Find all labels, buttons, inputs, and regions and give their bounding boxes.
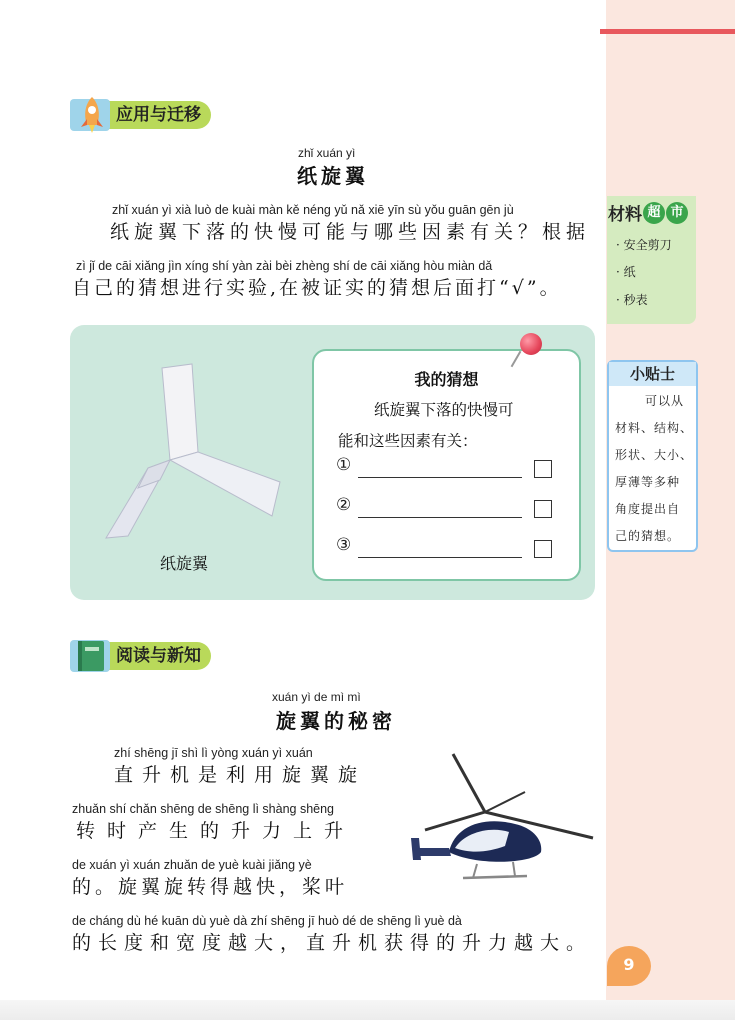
page-number: 9 [623, 955, 635, 974]
top-red-bar [600, 29, 735, 34]
item-number: ② [336, 495, 352, 515]
pinyin-line: zhí shēng jī shì lì yòng xuán yì xuán [114, 746, 313, 760]
tips-line: 己的猜想。 [615, 529, 681, 543]
photo-caption: 纸旋翼 [160, 554, 209, 573]
item-number: ③ [336, 535, 352, 555]
material-item: · 秒表 [616, 293, 648, 307]
tips-line: 可以从 [645, 394, 685, 408]
title-pinyin: xuán yì de mì mì [272, 690, 361, 704]
check-box[interactable] [534, 500, 552, 518]
rocket-icon [70, 95, 114, 135]
section-label: 阅读与新知 [108, 642, 211, 670]
guess-row-3 [336, 535, 566, 561]
check-box[interactable] [534, 540, 552, 558]
paper-rotor-image [100, 360, 290, 545]
pinyin-line: zhuǎn shí chǎn shēng de shēng lì shàng shēng [72, 802, 335, 816]
answer-blank[interactable] [358, 557, 522, 558]
pinyin-line: zì jǐ de cāi xiǎng jìn xíng shí yàn zài bèi zhèng shí de cāi xiǎng hòu miàn dǎ [76, 259, 493, 273]
guess-row-2 [336, 495, 566, 521]
page-number-badge [607, 946, 651, 986]
tips-title: 小贴士 [609, 362, 696, 386]
tips-line: 角度提出自 [615, 502, 681, 516]
book-icon [70, 636, 114, 676]
materials-title-a: 材料 [608, 205, 642, 225]
tips-line: 材料、结构、 [615, 421, 694, 435]
guess-card-title: 我的猜想 [414, 370, 479, 389]
text-line: 的长度和宽度越大，直升机获得的升力越大。 [72, 932, 593, 954]
guess-card-line: 能和这些因素有关： [338, 432, 478, 450]
materials-title-c: 市 [666, 202, 688, 224]
guess-card [312, 349, 581, 581]
materials-title-b: 超 [643, 202, 665, 224]
push-pin-icon [520, 333, 542, 355]
text-line: 纸旋翼下落的快慢可能与哪些因素有关？根据 [110, 221, 591, 243]
bottom-strip [0, 1000, 735, 1020]
section-title: 旋翼的秘密 [276, 709, 396, 733]
helicopter-image [405, 752, 595, 892]
page-title: 纸旋翼 [297, 164, 369, 188]
answer-blank[interactable] [358, 477, 522, 478]
text-line: 的。旋翼旋转得越快，桨叶 [72, 876, 349, 898]
material-item: · 安全剪刀 [616, 238, 672, 252]
item-number: ① [336, 455, 352, 475]
section-header-reading [70, 638, 211, 674]
material-item: · 纸 [616, 265, 636, 279]
pinyin-line: zhǐ xuán yì xià luò de kuài màn kě néng yǔ nǎ xiē yīn sù yǒu guān gēn jù [112, 203, 514, 217]
title-pinyin: zhǐ xuán yì [298, 146, 356, 160]
tips-line: 形状、大小、 [615, 448, 694, 462]
section-header-apply [70, 97, 211, 133]
check-box[interactable] [534, 460, 552, 478]
pinyin-line: de xuán yì xuán zhuǎn de yuè kuài jiǎng yè [72, 858, 312, 872]
text-line: 自己的猜想进行实验,在被证实的猜想后面打“√”。 [72, 277, 562, 299]
tips-line: 厚薄等多种 [615, 475, 681, 489]
materials-title [608, 200, 688, 225]
tips-panel [607, 360, 698, 552]
guess-row-1 [336, 455, 566, 481]
guess-card-line: 纸旋翼下落的快慢可 [374, 401, 514, 419]
section-label: 应用与迁移 [108, 101, 211, 129]
answer-blank[interactable] [358, 517, 522, 518]
text-line: 转时产生的升力上升 [76, 820, 356, 842]
pinyin-line: de cháng dù hé kuān dù yuè dà zhí shēng jī huò dé de shēng lì yuè dà [72, 914, 462, 928]
text-line: 直升机是利用旋翼旋 [114, 764, 367, 786]
